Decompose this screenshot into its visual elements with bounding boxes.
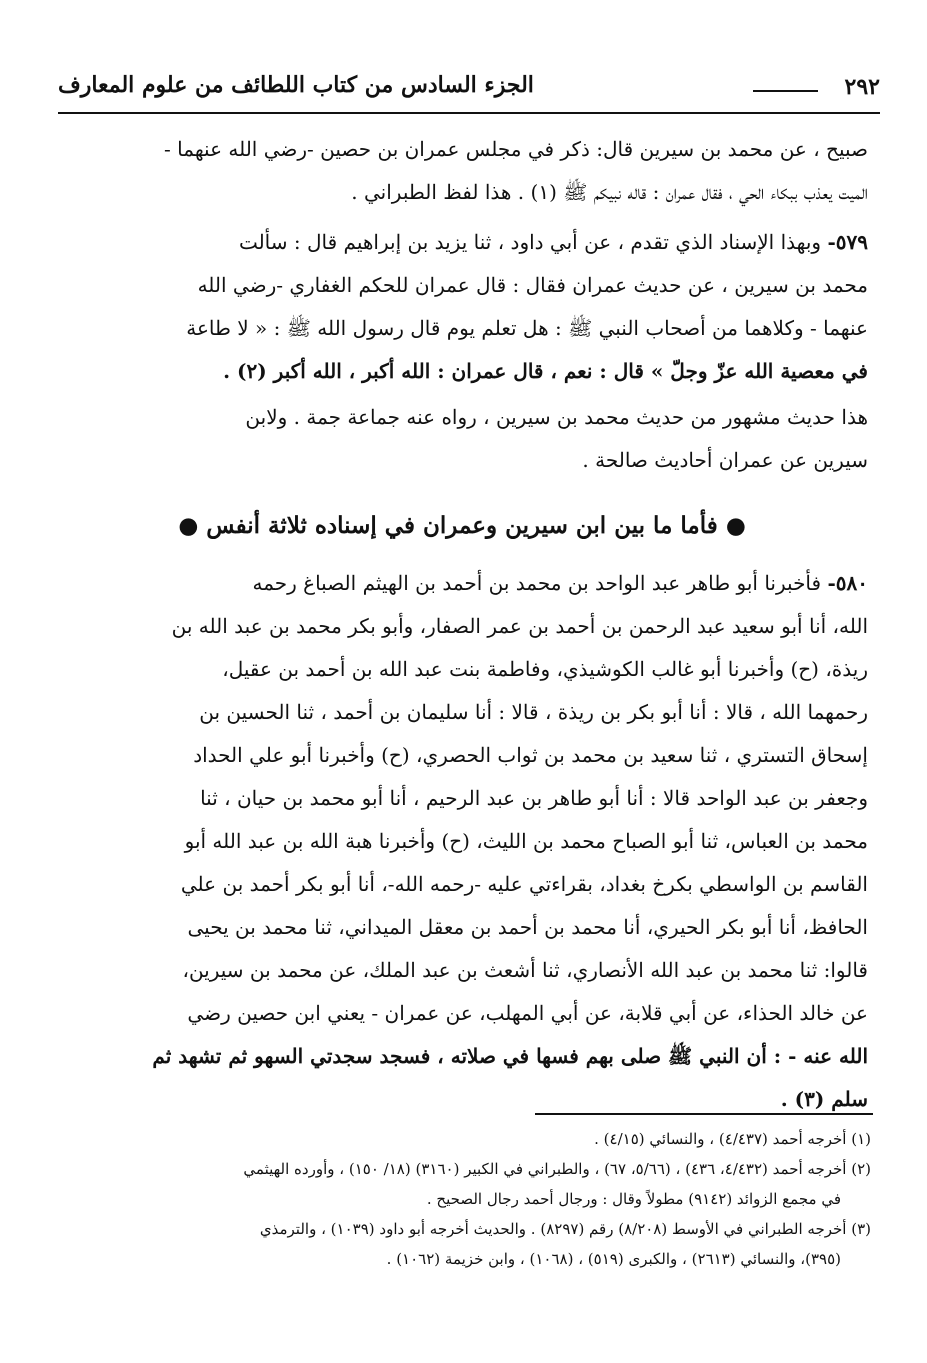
footnote-rule [535, 1113, 873, 1115]
running-title: الجزء السادس من كتاب اللطائف من علوم المعارف [58, 72, 534, 98]
text-line: سيرين عن عمران أحاديث صالحة . [582, 448, 868, 472]
section-heading: ● فأما ما بين ابن سيرين وعمران في إسناده ثلاثة أنفس ● [178, 512, 746, 539]
text-line: صبيح ، عن محمد بن سيرين قال: ذكر في مجلس عمران بن حصين -رضي الله عنهما - [164, 137, 868, 161]
page-header [58, 70, 880, 110]
text-line: ٥٧٩- وبهذا الإسناد الذي تقدم ، عن أبي داود ، ثنا يزيد بن إبراهيم قال : سألت [238, 230, 868, 254]
footnote: (٣٩٥)، والنسائي (٢٦١٣) ، والكبرى (٥١٩) ، (١٠٦٨) ، وابن خزيمة (١٠٦٢) . [386, 1250, 841, 1268]
text-line: عن خالد الحذاء، عن أبي قلابة، عن أبي المهلب، عن عمران - يعني ابن حصين رضي [187, 1001, 868, 1025]
text-line: إسحاق التستري ، ثنا سعيد بن محمد بن ثواب الحصري، (ح) وأخبرنا أبو علي الحداد [193, 743, 868, 767]
text-line: الله عنه - : أن النبي ﷺ صلى بهم فسها في صلاته ، فسجد سجدتي السهو ثم تشهد ثم [152, 1044, 868, 1068]
header-dash [753, 90, 818, 92]
footnote: في مجمع الزوائد (٩١٤٢) مطولاً وقال : ورجال أحمد رجال الصحيح . [426, 1190, 841, 1208]
header-rule [58, 112, 880, 114]
hadith-number: ٥٨٠- [827, 571, 868, 595]
text-line: وجعفر بن عبد الواحد قالا : أنا أبو طاهر بن عبد الرحيم ، أنا أبو محمد بن حيان ، ثنا [200, 786, 868, 810]
text-line: رحمهما الله ، قالا : أنا أبو بكر بن ريذة ، قالا : أنا سليمان بن أحمد ، ثنا الحسين بن [199, 700, 868, 724]
page-number: ٢٩٢ [844, 74, 880, 100]
text-line: ريذة، (ح) وأخبرنا أبو غالب الكوشيذي، وفاطمة بنت عبد الله بن أحمد بن عقيل، [222, 657, 868, 681]
hadith-579 [56, 221, 868, 393]
text-line: الله، أنا أبو سعيد عبد الرحمن بن أحمد بن عمر الصفار، وأبو بكر محمد بن عبد الله بن [171, 614, 868, 638]
text-line: القاسم بن الواسطي بكرخ بغداد، بقراءتي عليه -رحمه الله-، أنا أبو بكر أحمد بن علي [180, 872, 868, 896]
footnotes [56, 1124, 871, 1274]
paragraph-intro [56, 128, 868, 214]
footnote: (٣) أخرجه الطبراني في الأوسط (٨/٢٠٨) رقم (٨٢٩٧) . والحديث أخرجه أبو داود (١٠٣٩) ، والترمذي [259, 1220, 871, 1238]
text-line: في معصية الله عزّ وجلّ » قال : نعم ، قال عمران : الله أكبر ، الله أكبر (٢) . [223, 359, 868, 383]
paragraph-commentary [56, 396, 868, 482]
text-line: قالوا: ثنا محمد بن عبد الله الأنصاري، ثنا أشعث بن عبد الملك، عن محمد بن سيرين، [182, 958, 868, 982]
text-line: سلم (٣) . [780, 1087, 868, 1111]
text-line: الحافظ، أنا أبو بكر الحيري، أنا محمد بن أحمد بن معقل الميداني، ثنا محمد بن يحيى [187, 915, 868, 939]
text-line: محمد بن سيرين ، عن حديث عمران فقال : قال عمران للحكم الغفاري -رضي الله [197, 273, 868, 297]
text-line: الميت يعذب ببكاء الحي ، فقال عمران : قاله نبيكم ﷺ (١) . هذا لفظ الطبراني . [351, 180, 868, 204]
text-line: محمد بن العباس، ثنا أبو الصباح محمد بن الليث، (ح) وأخبرنا هبة الله بن عبد الله أبو [184, 829, 868, 853]
footnote: (٢) أخرجه أحمد (٤/٤٣٢، ٤٣٦) ، (٥/٦٦، ٦٧) ، والطبراني في الكبير (٣١٦٠) (١٨/ ١٥٠) ، وأورده الهيثمي [243, 1160, 871, 1178]
footnote: (١) أخرجه أحمد (٤/٤٣٧) ، والنسائي (٤/١٥) . [594, 1130, 871, 1148]
text-line: ٥٨٠- فأخبرنا أبو طاهر عبد الواحد بن محمد بن أحمد بن الهيثم الصباغ رحمه [252, 571, 868, 595]
hadith-580 [56, 562, 868, 1121]
hadith-number: ٥٧٩- [827, 230, 868, 254]
text-line: هذا حديث مشهور من حديث محمد بن سيرين ، رواه عنه جماعة جمة . ولابن [245, 405, 868, 429]
text-line: عنهما - وكلاهما من أصحاب النبي ﷺ : هل تعلم يوم قال رسول الله ﷺ : « لا طاعة [186, 316, 868, 340]
